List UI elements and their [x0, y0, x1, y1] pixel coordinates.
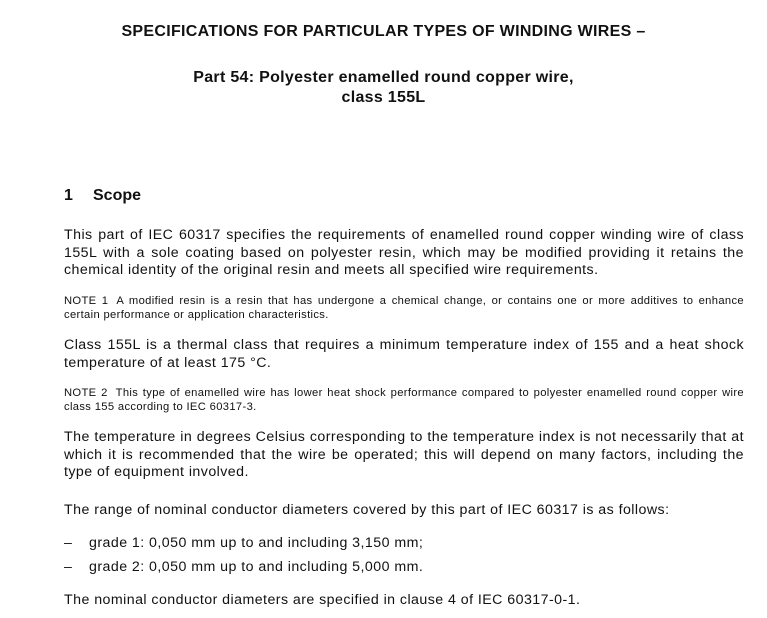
- note-1-text: A modified resin is a resin that has undergone a chemical change, or contains one or more additives to enhance certain performance or application characteristics.: [64, 295, 744, 321]
- section-heading: [64, 186, 141, 206]
- document-title-line-3: class 155L: [341, 89, 426, 106]
- note-1: [64, 294, 744, 322]
- paragraph-diameter-range: The range of nominal conductor diameters covered by this part of IEC 60317 is as follows:: [64, 502, 670, 518]
- paragraph-thermal-class: Class 155L is a thermal class that requires a minimum temperature index of 155 and a heat shock temperature of at least 175 °C.: [64, 337, 744, 371]
- note-2-label: NOTE 2: [64, 387, 108, 399]
- list-marker: –: [64, 559, 73, 575]
- note-1-label: NOTE 1: [64, 295, 109, 307]
- list-item-text: grade 2: 0,050 mm up to and including 5,000 mm.: [89, 559, 424, 575]
- paragraph-nominal-diameters: The nominal conductor diameters are specified in clause 4 of IEC 60317-0-1.: [64, 592, 581, 608]
- note-2: [64, 386, 744, 414]
- section-number: 1: [64, 187, 73, 204]
- paragraph-temperature: The temperature in degrees Celsius corresponding to the temperature index is not necessarily that at which it is recommended that the wire be operated; this will depend on many factors, including the type of equipment involved.: [64, 429, 744, 480]
- list-marker: –: [64, 535, 73, 551]
- paragraph-scope-intro: This part of IEC 60317 specifies the requirements of enamelled round copper winding wire of class 155L with a sole coating based on polyester resin, which may be modified providing it retains the chemical identity of the original resin and meets all specified wire requirements.: [64, 227, 744, 278]
- list-item-text: grade 1: 0,050 mm up to and including 3,150 mm;: [89, 535, 424, 551]
- note-2-text: This type of enamelled wire has lower heat shock performance compared to polyester enamelled round copper wire class 155 according to IEC 60317-3.: [64, 387, 744, 413]
- list-item: [64, 559, 423, 577]
- document-title-line-1: SPECIFICATIONS FOR PARTICULAR TYPES OF WINDING WIRES –: [121, 23, 646, 40]
- document-title-line-2: Part 54: Polyester enamelled round copper wire,: [193, 69, 574, 86]
- list-item: [64, 535, 423, 553]
- section-title: Scope: [93, 187, 142, 204]
